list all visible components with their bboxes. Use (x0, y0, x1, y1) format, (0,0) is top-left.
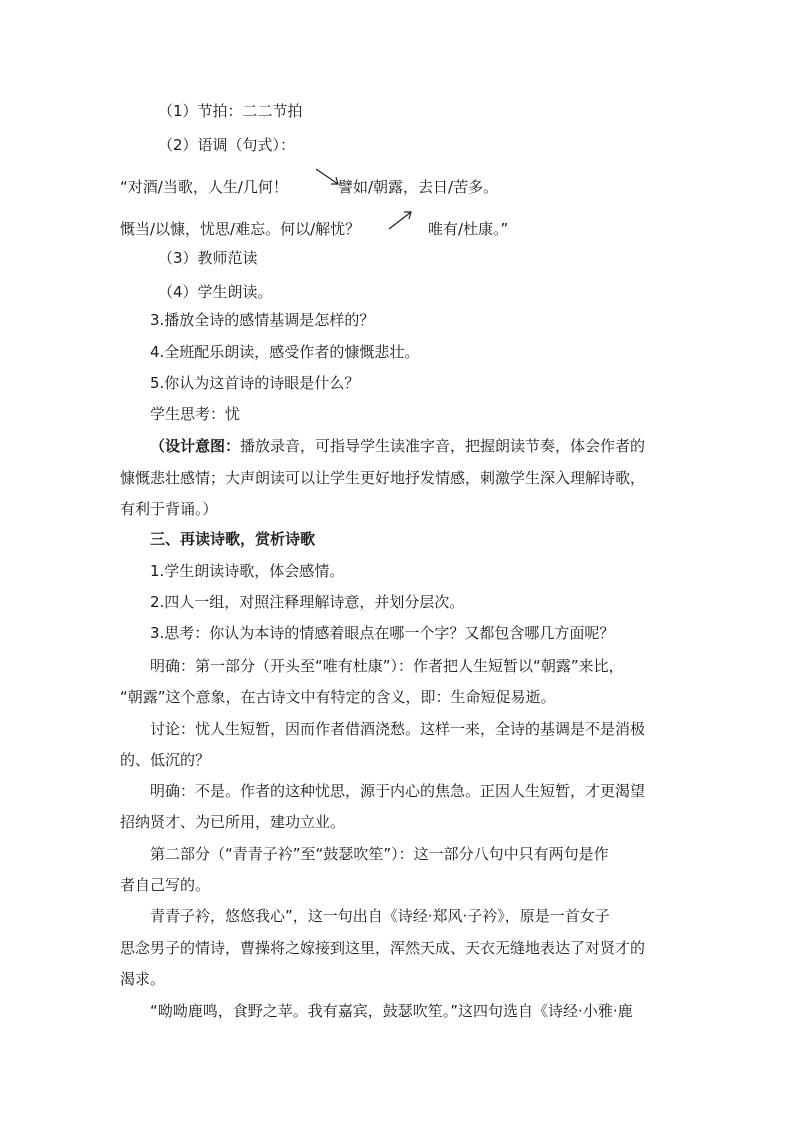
design-intent-text: 播放录音，可指导学生读准字音，把握朗读节奏，体会作者的 (240, 437, 646, 455)
part-2-line-1: 第二部分（“青青子衿”至“鼓瑟吹笙”）：这一部分八句中只有两句是作 (150, 845, 609, 863)
line-meter: （1）节拍：二二节拍 (158, 102, 303, 120)
answer-2-line-2: 招纳贤才、为已所用，建功立业。 (120, 813, 346, 831)
step-2: 2.四人一组，对照注释理解诗意，并划分层次。 (150, 593, 465, 611)
question-5: 5.你认为这首诗的诗眼是什么？ (150, 374, 360, 392)
line-teacher-reading: （3）教师范读 (158, 249, 258, 267)
question-4: 4.全班配乐朗读，感受作者的慷慨悲壮。 (150, 343, 420, 361)
line-student-reading: （4）学生朗读。 (158, 283, 273, 301)
arrow-up-right-icon (386, 208, 416, 232)
poem-line-2b: 唯有/杜康。” (428, 220, 509, 238)
step-1: 1.学生朗读诗歌，体会感情。 (150, 562, 345, 580)
step-3: 3.思考：你认为本诗的情感着眼点在哪一个字？又都包含哪几方面呢？ (150, 624, 615, 642)
luming-line-1: “呦呦鹿鸣，食野之苹。我有嘉宾，鼓瑟吹笙。”这四句选自《诗经·小雅·鹿 (150, 1002, 633, 1020)
answer-1-line-2: “朝露”这个意象，在古诗文中有特定的含义，即：生命短促易逝。 (120, 688, 556, 706)
question-3: 3.播放全诗的感情基调是怎样的？ (150, 311, 375, 329)
discussion-line-2: 的、低沉的？ (120, 751, 211, 769)
design-intent-label: （设计意图： (150, 437, 241, 455)
zijin-line-2: 思念男子的情诗，曹操将之嫁接到这里，浑然天成、天衣无缝地表达了对贤才的 (120, 939, 646, 957)
design-intent-line-3: 有利于背诵。） (120, 500, 218, 518)
answer-2-line-1: 明确：不是。作者的这种忧思，源于内心的焦急。正因人生短暂，才更渴望 (150, 782, 646, 800)
student-thinking: 学生思考：忧 (150, 405, 241, 423)
discussion-line-1: 讨论：忧人生短暂，因而作者借酒浇愁。这样一来，全诗的基调是不是消极 (150, 720, 646, 738)
zijin-line-3: 渴求。 (120, 970, 166, 988)
poem-line-2a: 慨当/以慷，忧思/难忘。何以/解忧？ (120, 220, 361, 238)
part-2-line-2: 者自己写的。 (120, 876, 211, 894)
poem-line-1a: “对酒/当歌，人生/几何！ (120, 178, 288, 196)
design-intent-line-2: 慷慨悲壮感情；大声朗读可以让学生更好地抒发情感，刺激学生深入理解诗歌， (120, 469, 646, 487)
zijin-line-1: 青青子衿，悠悠我心”，这一句出自《诗经·郑风·子衿》，原是一首女子 (150, 907, 610, 925)
answer-1-line-1: 明确：第一部分（开头至“唯有杜康”）：作者把人生短暂以“朝露”来比， (150, 657, 624, 675)
design-intent-line-1 (150, 436, 645, 456)
poem-line-1b: 譬如/朝露，去日/苦多。 (338, 178, 499, 196)
line-intonation: （2）语调（句式）： (158, 136, 296, 154)
section-heading: 三、再读诗歌，赏析诗歌 (150, 530, 316, 548)
